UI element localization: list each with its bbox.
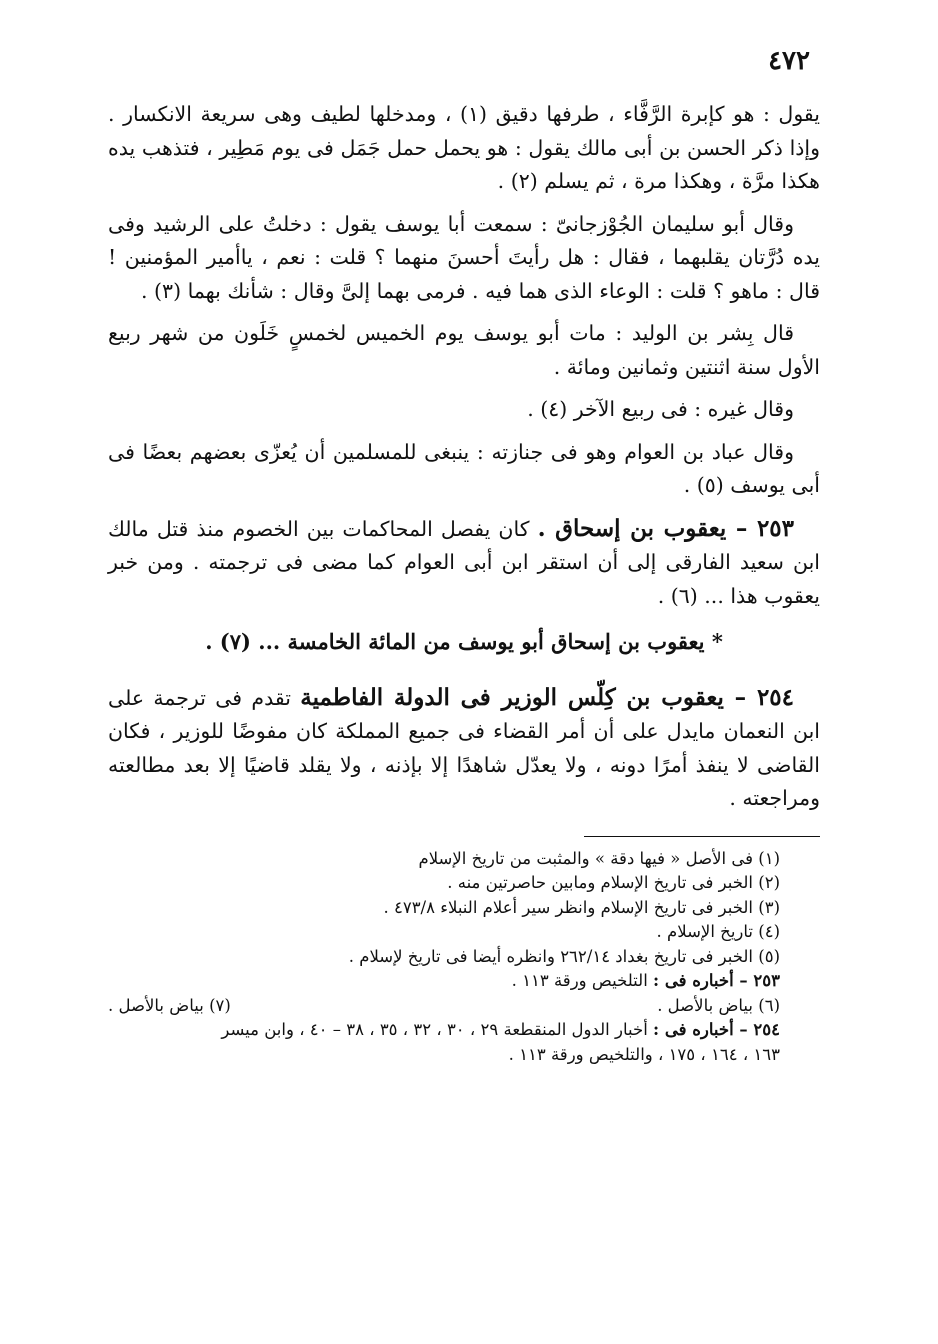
footnote-heading: ٢٥٣ – أخباره فى : (653, 971, 780, 990)
main-text (108, 98, 820, 816)
entry-253-text: كان يفصل المحاكمات بين الخصوم منذ قتل مالك ابن سعيد الفارقى إلى أن استقر ابن أبى العوام كما مضى فى ترجمته . ومن خبر يعقوب هذا ... (٦) . (108, 516, 820, 608)
cross-reference-note: * يعقوب بن إسحاق أبو يوسف من المائة الخامسة ... (٧) . (205, 629, 723, 654)
footnotes (108, 847, 820, 1068)
footnote: (٣) الخبر فى تاريخ الإسلام وانظر سير أعلام النبلاء ٤٧٣/٨ . (383, 897, 780, 917)
footnote-pair (108, 994, 780, 1019)
footnote-continuation: ١٦٣ ، ١٦٤ ، ١٧٥ ، والتلخيص ورقة ١١٣ . (508, 1044, 780, 1064)
footnote-text: أخبار الدول المنقطعة ٢٩ ، ٣٠ ، ٣٢ ، ٣٥ ، ٣٨ – ٤٠ ، وابن ميسر (221, 1020, 654, 1039)
footnote: (٥) الخبر فى تاريخ بغداد ٢٦٢/١٤ وانظره أيضا فى تاريخ لإسلام . (348, 946, 780, 966)
footnote: (٦) بياض بالأصل . (657, 995, 780, 1015)
entry-253-heading: ٢٥٣ – يعقوب بن إسحاق . (537, 514, 795, 542)
footnote-text: التلخيص ورقة ١١٣ . (511, 971, 654, 990)
entry-254 (108, 681, 820, 816)
footnote: (٤) تاريخ الإسلام . (656, 922, 780, 941)
paragraph: يقول : هو كإبرة الرَّفَّاء ، طرفها دقيق (١) ، ومدخلها لطيف وهى سريعة الانكسار . وإذا ذكر الحسن بن أبى مالك يقول : هو يحمل حمل جَمَل فى يوم مَطِير ، فتذهب يده هكذا مرَّة ، وهكذا مرة ، ثم يسلم (٢) . (108, 102, 820, 193)
entry-254-heading: ٢٥٤ – يعقوب بن كِلّس الوزير فى الدولة الفاطمية (300, 683, 795, 711)
footnote-heading: ٢٥٤ – أخباره فى : (653, 1020, 780, 1039)
paragraph: وقال عباد بن العوام وهو فى جنازته : ينبغى للمسلمين أن يُعزّى بعضهم بعضًا فى أبى يوسف (٥) . (108, 439, 820, 497)
footnote-entry-253 (108, 969, 780, 994)
paragraph: وقال أبو سليمان الجُوْزجانىّ : سمعت أبا يوسف يقول : دخلتُ على الرشيد وفى يده دُرَّتان يقلبهما ، فقال : هل رأيتَ أحسنَ منهما ؟ قلت : نعم ، ياأمير المؤمنين ! قال : ماهو ؟ قلت : الوعاء الذى هما فيه . فرمى بهما إلىَّ وقال : شأنك بهما (٣) . (108, 211, 820, 303)
book-page (108, 40, 820, 1067)
footnote-entry-254 (108, 1018, 780, 1043)
paragraph: وقال غيره : فى ربيع الآخر (٤) . (527, 397, 794, 421)
footnote: (٧) بياض بالأصل . (108, 995, 231, 1015)
footnote: (٢) الخبر فى تاريخ الإسلام ومابين حاصرتين منه . (447, 873, 780, 892)
entry-253 (108, 512, 820, 614)
footnote: (١) فى الأصل « فيها دقة » والمثبت من تاريخ الإسلام (418, 848, 780, 868)
entry-254-text: تقدم فى ترجمة على ابن النعمان مايدل على أن أمر القضاء فى جميع المملكة كان مفوضًا للوزير ، فكان القاضى لا ينفذ أمرًا دونه ، ولا يعدّل شاهدًا إلا بإذنه ، ولا يقلد قاضيًا إلا بعد مطالعته ومراجعته . (108, 685, 820, 810)
page-number: ٤٧٢ (768, 46, 810, 76)
paragraph: قال بِشر بن الوليد : مات أبو يوسف يوم الخميس لخمسٍ خَلَون من شهر ربيع الأول سنة اثنتين وثمانين ومائة . (108, 321, 820, 379)
footnote-divider (584, 836, 820, 837)
